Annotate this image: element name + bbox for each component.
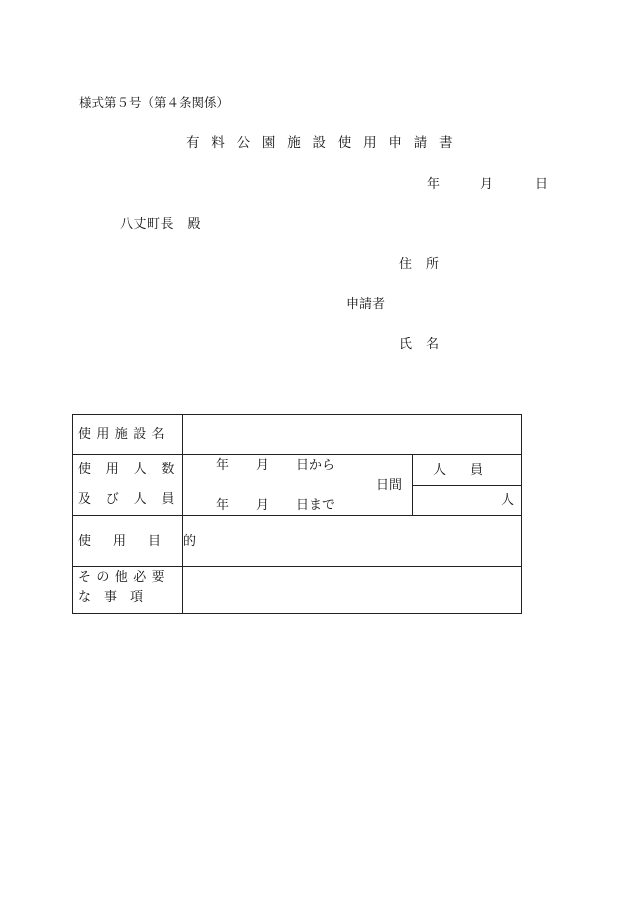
people-header: 人員 [433,463,508,478]
date-month-label: 月 [480,177,494,192]
label-column-divider [182,414,183,614]
from-day-label: 日から [296,458,336,473]
people-unit: 人 [501,493,515,508]
to-day-label: 日まで [296,498,336,513]
to-year-label: 年 [216,498,230,513]
facility-name-label: 使用施設名 [78,427,171,442]
addressee: 八丈町長 殿 [120,217,202,232]
from-year-label: 年 [216,458,230,473]
purpose-label: 使用目的 [78,534,219,549]
row-divider [72,515,522,516]
people-row-divider [412,485,522,486]
table-border-top [72,414,522,415]
table-border-right [521,414,522,614]
applicant-address-label: 住所 [399,257,454,272]
table-border-bottom [72,613,522,614]
period-label-line2: 及び人員 [78,492,190,507]
applicant-name-label: 氏名 [399,337,454,352]
row-divider [72,454,522,455]
form-title: 有料公園施設使用申請書 [186,135,465,151]
table-border-left [72,414,73,614]
from-month-label: 月 [256,458,270,473]
other-label-line2: な 事 項 [78,590,144,605]
to-month-label: 月 [256,498,270,513]
other-label-line1: その他必要 [78,570,171,585]
days-label: 日間 [376,478,403,493]
date-year-label: 年 [427,177,441,192]
applicant-label: 申請者 [346,297,386,312]
period-label-line1: 使用人数 [78,462,190,477]
row-divider [72,566,522,567]
date-day-label: 日 [535,177,549,192]
form-number: 様式第５号（第４条関係） [79,95,230,110]
